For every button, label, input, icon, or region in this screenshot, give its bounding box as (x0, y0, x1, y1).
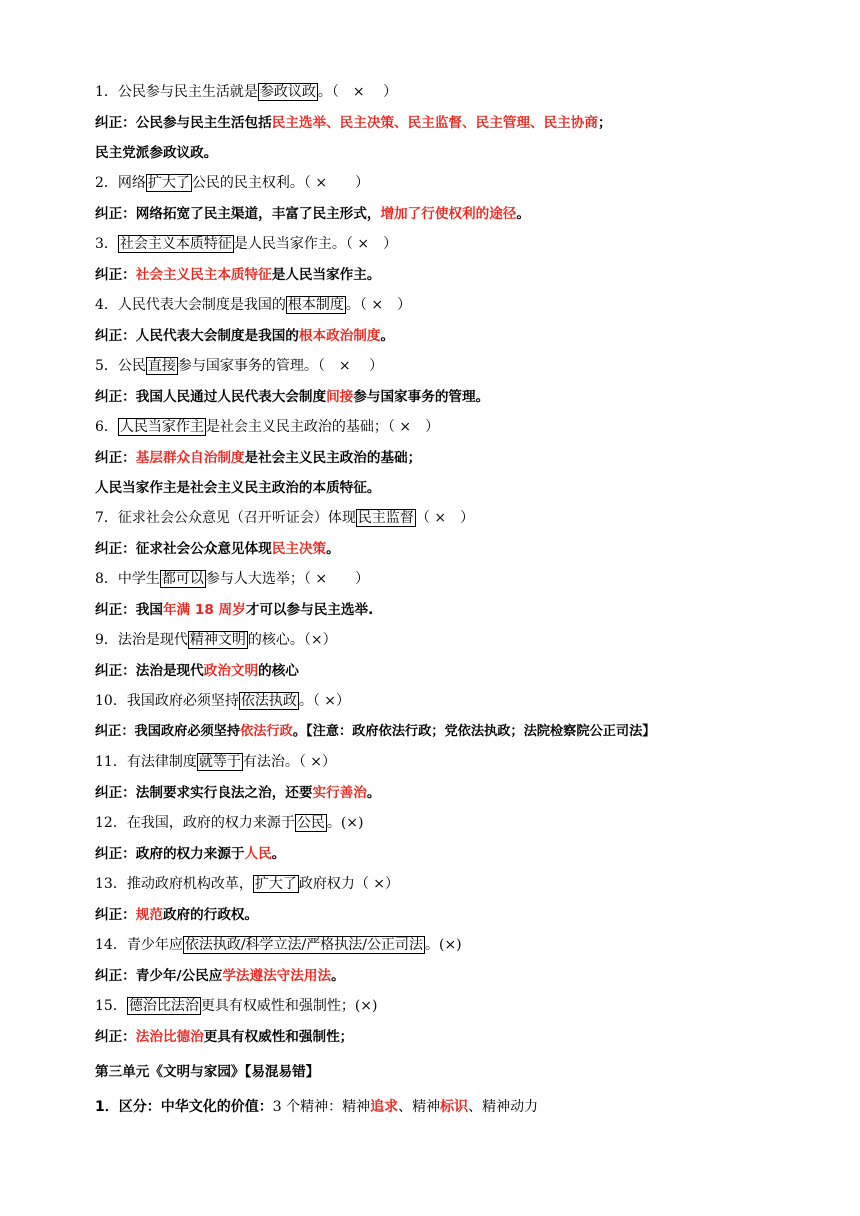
question-1 (95, 82, 397, 102)
correction-3 (95, 265, 380, 285)
correction-text: 才可以参与民主选举. (245, 602, 374, 618)
correction-7 (95, 539, 340, 559)
distinction-item-1 (95, 1097, 538, 1117)
question-4 (95, 295, 411, 315)
question-mark: 参与人大选举；（ × ） (205, 571, 370, 587)
correction-text: ； (597, 115, 612, 131)
question-text: 5．公民 (95, 358, 146, 374)
question-10 (95, 691, 350, 711)
correction-6-line2 (95, 478, 380, 498)
boxed-term: 直接 (147, 358, 176, 374)
question-text: 7．征求社会公众意见（召开听证会）体现 (95, 510, 356, 526)
question-text: 2．网络 (95, 175, 146, 191)
question-8 (95, 569, 369, 589)
boxed-term: 精神文明 (189, 632, 246, 648)
boxed-term: 公民 (296, 815, 325, 831)
question-mark: 政府权力（ ×） (298, 876, 400, 892)
question-mark: 参与国家事务的管理。（ × ） (177, 358, 384, 374)
question-mark: 的核心。（×） (247, 632, 337, 648)
correction-text: 纠正：网络拓宽了民主渠道，丰富了民主形式， (95, 206, 381, 222)
highlight-text: 基层群众自治制度 (135, 450, 245, 466)
boxed-term: 根本制度 (287, 297, 344, 313)
question-mark: 。(×) (424, 937, 462, 953)
boxed-term: 就等于 (198, 754, 241, 770)
question-text: 6． (95, 419, 118, 435)
highlight-text: 社会主义民主本质特征 (135, 267, 272, 283)
correction-text: 纠正：人民代表大会制度是我国的 (95, 328, 299, 344)
question-mark: 有法治。（ ×） (242, 754, 337, 770)
question-text: 11．有法律制度 (95, 754, 197, 770)
correction-4 (95, 326, 394, 346)
correction-8 (95, 600, 373, 620)
section-heading (95, 1062, 319, 1082)
highlight-text: 年满 18 周岁 (162, 602, 246, 618)
correction-2 (95, 204, 530, 224)
correction-text: 纠正：公民参与民主生活包括 (95, 115, 272, 131)
correction-text: 是社会主义民主政治的基础； (244, 450, 422, 466)
highlight-text: 政治文明 (203, 663, 259, 679)
correction-12 (95, 844, 285, 864)
question-mark: 。（ × ） (317, 84, 398, 100)
correction-text: 民主党派参政议政。 (95, 145, 218, 161)
question-14 (95, 935, 462, 955)
correction-text: 纠正：法制要求实行良法之治，还要 (95, 785, 313, 801)
boxed-term: 依法执政/科学立法/严格执法/公正司法 (184, 937, 423, 953)
correction-1-line2 (95, 143, 217, 163)
question-9 (95, 630, 337, 650)
correction-text: 纠正：我国人民通过人民代表大会制度 (95, 389, 327, 405)
section-title: 第三单元《文明与家园》【易混易错】 (95, 1064, 320, 1080)
correction-text: 。 (326, 541, 340, 557)
correction-text: 纠正：征求社会公众意见体现 (95, 541, 272, 557)
highlight-text: 人民 (244, 846, 272, 862)
question-12 (95, 813, 363, 833)
highlight-text: 增加了行使权利的途径 (380, 206, 517, 222)
question-text: 9．法治是现代 (95, 632, 188, 648)
question-6 (95, 417, 439, 437)
correction-text: 。 (271, 846, 286, 862)
highlight-text: 法治比德治 (135, 1029, 204, 1045)
question-mark: 。（ × ） (345, 297, 412, 313)
distinction-text: 、精神 (398, 1099, 441, 1115)
highlight-text: 实行善治 (312, 785, 367, 801)
boxed-term: 参政议政 (259, 84, 316, 100)
question-mark: 公民的民主权利。（ × ） (191, 175, 370, 191)
highlight-text: 依法行政 (240, 724, 293, 739)
question-13 (95, 874, 399, 894)
highlight-text: 规范 (135, 907, 163, 923)
correction-14 (95, 966, 345, 986)
boxed-term: 德治比法治 (128, 998, 199, 1014)
correction-text: 纠正：我国 (95, 602, 163, 618)
distinction-text: 、精神动力 (468, 1099, 539, 1115)
correction-text: 纠正： (95, 450, 136, 466)
question-mark: 。（ ×） (298, 693, 351, 709)
correction-text: 。 (516, 206, 530, 222)
boxed-term: 扩大了 (254, 876, 297, 892)
correction-text: 。【注意：政府依法行政；党依法执政；法院检察院公正司法】 (292, 724, 656, 739)
correction-13 (95, 905, 258, 925)
question-15 (95, 996, 377, 1016)
question-mark: 。(×) (326, 815, 364, 831)
correction-text: 的核心 (258, 663, 299, 679)
correction-text: 参与国家事务的管理。 (353, 389, 490, 405)
correction-6 (95, 448, 421, 468)
question-text: 3． (95, 236, 118, 252)
correction-text: 纠正：政府的权力来源于 (95, 846, 245, 862)
boxed-term: 扩大了 (147, 175, 190, 191)
correction-text: 纠正：我国政府必须坚持 (95, 724, 241, 739)
question-mark: 更具有权威性和强制性；(×) (200, 998, 378, 1014)
highlight-text: 学法遵法守法用法 (222, 968, 332, 984)
highlight-text: 民主选举、民主决策、民主监督、民主管理、民主协商 (271, 115, 598, 131)
question-3 (95, 234, 397, 254)
correction-text: 是人民当家作主。 (271, 267, 381, 283)
question-text: 1．公民参与民主生活就是 (95, 84, 258, 100)
question-text: 10．我国政府必须坚持 (95, 693, 239, 709)
question-11 (95, 752, 336, 772)
correction-text: 更具有权威性和强制性； (203, 1029, 354, 1045)
correction-1 (95, 113, 612, 133)
correction-text: 人民当家作主是社会主义民主政治的本质特征。 (95, 480, 381, 496)
correction-text: 纠正：青少年/公民应 (95, 968, 223, 984)
question-mark: 是社会主义民主政治的基础；（ × ） (205, 419, 440, 435)
boxed-term: 社会主义本质特征 (119, 236, 232, 252)
correction-text: 。 (366, 785, 381, 801)
boxed-term: 民主监督 (357, 510, 414, 526)
highlight-text: 标识 (440, 1099, 469, 1115)
question-5 (95, 356, 383, 376)
highlight-text: 追求 (370, 1099, 399, 1115)
boxed-term: 依法执政 (240, 693, 297, 709)
correction-text: 政府的行政权。 (162, 907, 259, 923)
correction-5 (95, 387, 489, 407)
boxed-term: 人民当家作主 (119, 419, 204, 435)
correction-text: 纠正： (95, 1029, 136, 1045)
correction-text: 纠正： (95, 267, 136, 283)
correction-text: 。 (331, 968, 345, 984)
correction-10 (95, 722, 655, 742)
boxed-term: 都可以 (161, 571, 204, 587)
correction-9 (95, 661, 299, 681)
question-mark: 是人民当家作主。（ × ） (233, 236, 398, 252)
question-mark: （ × ） (415, 510, 475, 526)
question-text: 4．人民代表大会制度是我国的 (95, 297, 286, 313)
question-text: 15． (95, 998, 127, 1014)
correction-15 (95, 1027, 353, 1047)
distinction-label: 1．区分：中华文化的价值： (95, 1099, 273, 1115)
correction-text: 纠正： (95, 907, 136, 923)
correction-text: 纠正：法治是现代 (95, 663, 204, 679)
highlight-text: 间接 (326, 389, 354, 405)
question-7 (95, 508, 474, 528)
highlight-text: 民主决策 (271, 541, 327, 557)
highlight-text: 根本政治制度 (298, 328, 381, 344)
question-text: 8．中学生 (95, 571, 160, 587)
correction-11 (95, 783, 380, 803)
question-text: 12．在我国，政府的权力来源于 (95, 815, 295, 831)
question-text: 14．青少年应 (95, 937, 183, 953)
distinction-text: 3 个精神：精神 (272, 1099, 371, 1115)
question-2 (95, 173, 369, 193)
correction-text: 。 (380, 328, 395, 344)
question-text: 13．推动政府机构改革， (95, 876, 253, 892)
